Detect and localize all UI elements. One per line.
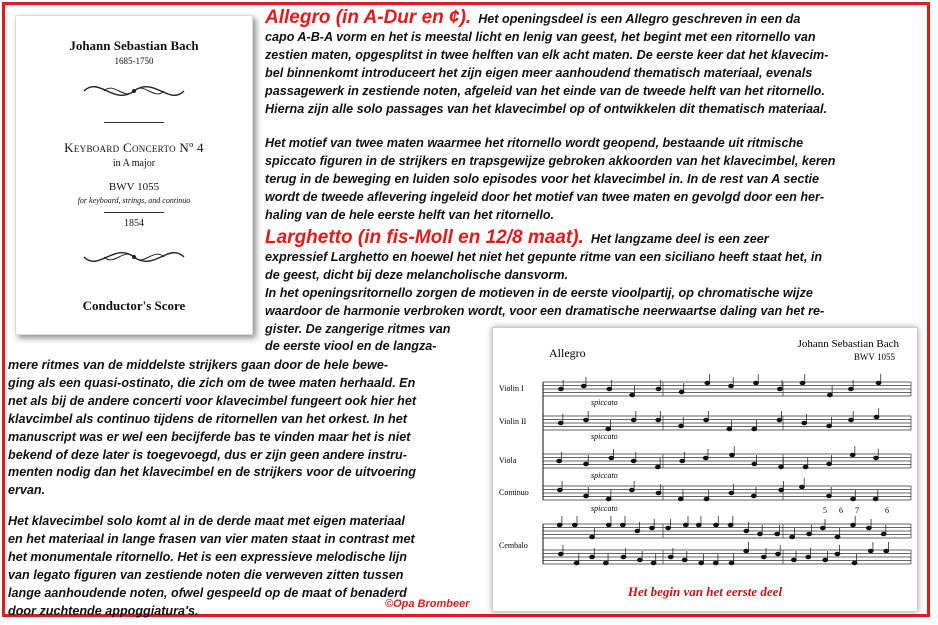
- note-head: [850, 453, 855, 456]
- note-head: [729, 491, 734, 494]
- sheet-tempo: Allegro: [549, 346, 586, 360]
- note-head: [827, 462, 832, 465]
- cembalo-paragraph: [8, 513, 415, 620]
- note-head: [800, 485, 805, 488]
- note-head: [776, 552, 781, 555]
- text-line: manuscript was er wel een becijferde bas te vinden maar het is niet: [8, 429, 411, 444]
- text-line: passagewerk in zestiende noten, afgeleid van het einde van de tweede helft van het ritornello.: [265, 83, 825, 98]
- note-head: [696, 523, 701, 526]
- note-head: [802, 421, 807, 424]
- text-line: klavcimbel als continuo tijdens de ritornellen van het orkest. In het: [8, 411, 407, 426]
- text-line: ervan.: [8, 483, 46, 498]
- cover-rule: [104, 212, 164, 213]
- note-head: [680, 459, 685, 462]
- note-head: [729, 384, 734, 387]
- note-head: [590, 555, 595, 558]
- ornament-top-icon: [74, 76, 194, 106]
- note-head: [728, 523, 733, 526]
- note-head: [851, 497, 856, 500]
- spiccato-mark: spiccato: [591, 504, 618, 513]
- cover-key: in A major: [112, 158, 156, 169]
- text-line: Het motief van twee maten waarmee het ritornello wordt geopend, bestaande uit ritmische: [265, 136, 804, 150]
- note-head: [881, 532, 886, 535]
- text-line: de geest, dicht bij deze melancholische dansvorm.: [265, 267, 569, 282]
- note-head: [683, 523, 688, 526]
- note-head: [558, 421, 563, 424]
- note-head: [607, 387, 612, 390]
- note-head: [751, 494, 756, 497]
- note-head: [849, 418, 854, 421]
- note-head: [752, 427, 757, 430]
- note-head: [559, 387, 564, 390]
- note-head: [631, 459, 636, 462]
- staff-label: Cembalo: [499, 541, 528, 550]
- text-line: haling van de hele eerste helft van het ritornello.: [265, 207, 555, 222]
- note-head: [827, 494, 832, 497]
- text-line: lange aanhoudende noten, ofwel gespeeld op de maat of benaderd: [8, 585, 407, 600]
- note-head: [703, 456, 708, 459]
- note-head: [777, 387, 782, 390]
- note-head: [800, 381, 805, 384]
- note-head: [807, 532, 812, 535]
- note-head: [557, 459, 562, 462]
- text-line: expressief Larghetto en hoewel het niet het gepunte ritme van een siciliano heeft staat het, in: [265, 249, 823, 264]
- text-line: waardoor de harmonie verbroken wordt, voor een dramatische neerwaartse daling van het re-: [265, 303, 825, 318]
- text-line: Het klavecimbel solo komt al in de derde maat met eigen materiaal: [8, 514, 405, 528]
- spiccato-mark: spiccato: [591, 432, 618, 441]
- note-head: [620, 523, 625, 526]
- note-head: [779, 465, 784, 468]
- note-head: [827, 424, 832, 427]
- cover-rule: [104, 122, 164, 123]
- note-head: [775, 532, 780, 535]
- note-head: [656, 418, 661, 421]
- note-head: [557, 488, 562, 491]
- note-head: [806, 555, 811, 558]
- text-line: Hierna zijn alle solo passages van het klavecimbel op of ontwikkelen dit thematisch materiaal.: [265, 101, 828, 116]
- note-head: [791, 558, 796, 561]
- note-head: [744, 529, 749, 532]
- figure-label: 5: [823, 506, 827, 515]
- staff-label: Viola: [499, 456, 517, 465]
- note-head: [727, 427, 732, 430]
- spiccato-mark: spiccato: [591, 471, 618, 480]
- figure-label: 7: [855, 506, 859, 515]
- note-head: [572, 523, 577, 526]
- note-head: [704, 418, 709, 421]
- note-head: [650, 526, 655, 529]
- note-head: [581, 384, 586, 387]
- text-line: bel binnenkomt introduceert het zijn eigen meer aanhoudend thematisch materiaal, evenals: [265, 65, 813, 80]
- text-line: menten nodig dan het klavecimbel en de strijkers voor de uitvoering: [8, 465, 416, 480]
- note-head: [874, 456, 879, 459]
- text-line: wordt de tweede aflevering ingeleid door het motief van twee maten en gevolgd door een her-: [265, 189, 825, 204]
- note-head: [679, 390, 684, 393]
- note-head: [754, 381, 759, 384]
- text-line: Het langzame deel is een zeer: [590, 232, 769, 246]
- ornament-bottom-icon: [74, 242, 194, 272]
- text-line: het monumentale ritornello. Het is een expressieve melodische lijn: [8, 549, 407, 564]
- note-head: [656, 491, 661, 494]
- note-head: [714, 523, 719, 526]
- note-head: [584, 494, 589, 497]
- note-head: [656, 387, 661, 390]
- note-head: [884, 549, 889, 552]
- note-head: [827, 393, 832, 396]
- note-head: [790, 535, 795, 538]
- staff-label: Violin II: [499, 417, 527, 426]
- figure-label: 6: [839, 506, 843, 515]
- note-head: [823, 558, 828, 561]
- allegro-paragraph: [265, 9, 828, 118]
- note-head: [635, 529, 640, 532]
- note-head: [557, 523, 562, 526]
- note-head: [584, 418, 589, 421]
- cover-catalog: BWV 1055: [108, 181, 160, 193]
- note-head: [758, 532, 763, 535]
- note-head: [868, 549, 873, 552]
- note-head: [679, 424, 684, 427]
- note-head: [852, 561, 857, 564]
- note-head: [873, 497, 878, 500]
- text-line: ging als een quasi-ostinato, die zich om de twee maten herhaald. En: [8, 375, 416, 390]
- note-head: [835, 535, 840, 538]
- note-head: [744, 549, 749, 552]
- text-line: capo A-B-A vorm en het is meestal licht en lenig van geest, het begint met een ritornello van: [265, 29, 816, 44]
- score-notation: [493, 328, 917, 578]
- note-head: [729, 561, 734, 564]
- allegro-paragraph-2: [265, 135, 835, 225]
- note-head: [699, 561, 704, 564]
- allegro-heading: Allegro (in A-Dur en ¢).: [265, 7, 472, 28]
- note-head: [590, 535, 595, 538]
- cover-subtitle: Conductor's Score: [82, 298, 186, 313]
- text-line: terug in de beweging en luiden solo episodes voor het klavecimbel in. In de rest van A sectie: [265, 171, 820, 186]
- cover-composer: Johann Sebastian Bach: [69, 38, 199, 53]
- figure-label: 6: [885, 506, 889, 515]
- text-line: zestien maten, opgesplitst in twee helften van elk acht maten. De eerste keer dat het klavecim-: [265, 47, 829, 62]
- note-head: [713, 561, 718, 564]
- note-head: [630, 393, 635, 396]
- text-line: door zuchtende appoggiatura's.: [8, 603, 199, 618]
- spiccato-mark: spiccato: [591, 398, 618, 407]
- note-head: [779, 488, 784, 491]
- text-line: van legato figuren van zestiende noten die verweven zitten tussen: [8, 567, 404, 582]
- note-head: [603, 561, 608, 564]
- larghetto-heading: Larghetto (in fis-Moll en 12/8 maat).: [265, 227, 584, 248]
- sheet-composer: Johann Sebastian Bach: [797, 338, 899, 350]
- sheet-music-image: [492, 327, 918, 612]
- text-line: mere ritmes van de middelste strijkers gaan door de hele bewe-: [8, 358, 389, 372]
- cover-instrumentation: for keyboard, strings, and continuo: [77, 196, 191, 205]
- note-head: [609, 456, 614, 459]
- text-line: gister. De zangerige ritmes van: [265, 321, 451, 336]
- note-head: [874, 415, 879, 418]
- cover-title: Keyboard Concerto Nº 4: [64, 140, 204, 155]
- text-line: spiccato figuren in de strijkers en trapsgewijze gebroken akkoorden van het klavecimbel, keren: [265, 153, 836, 168]
- note-head: [866, 526, 871, 529]
- note-head: [820, 526, 825, 529]
- note-head: [851, 523, 856, 526]
- note-head: [655, 465, 660, 468]
- note-head: [678, 497, 683, 500]
- note-head: [730, 453, 735, 456]
- note-head: [606, 523, 611, 526]
- note-head: [704, 497, 709, 500]
- note-head: [777, 418, 782, 421]
- note-head: [705, 381, 710, 384]
- text-line: In het openingsritornello zorgen de motieven in de eerste vioolpartij, op chromatische wijze: [265, 285, 813, 300]
- note-head: [621, 555, 626, 558]
- text-line: bekend of deze later is toegevoegd, dus er zijn geen andere instru-: [8, 447, 407, 462]
- cover-year: 1854: [124, 218, 144, 229]
- note-head: [606, 427, 611, 430]
- staff-label: Violin I: [499, 384, 524, 393]
- note-head: [629, 488, 634, 491]
- note-head: [651, 561, 656, 564]
- note-head: [631, 418, 636, 421]
- note-head: [668, 555, 673, 558]
- text-line: Het openingsdeel is een Allegro geschreven in een da: [478, 12, 801, 26]
- score-cover-image: [15, 15, 253, 335]
- note-head: [606, 497, 611, 500]
- note-head: [876, 381, 881, 384]
- text-line: net als bij de andere concerti voor klavecimbel fungeert ook hier het: [8, 393, 417, 408]
- cover-years: 1685-1750: [114, 56, 154, 66]
- note-head: [666, 526, 671, 529]
- copyright-label: ©Opa Brombeer: [385, 598, 470, 610]
- note-head: [803, 465, 808, 468]
- larghetto-paragraph-cont: [8, 357, 416, 500]
- note-head: [752, 462, 757, 465]
- note-head: [637, 558, 642, 561]
- note-head: [558, 552, 563, 555]
- note-head: [761, 555, 766, 558]
- sheet-catalog: BWV 1055: [853, 352, 895, 362]
- note-head: [849, 387, 854, 390]
- note-head: [574, 561, 579, 564]
- note-head: [835, 552, 840, 555]
- staff-label: Continuo: [499, 488, 529, 497]
- text-line: de eerste viool en de langza-: [265, 339, 437, 354]
- text-line: en het materiaal in lange frasen van vier maten staat in contrast met: [8, 531, 415, 546]
- sheet-caption: Het begin van het eerste deel: [627, 584, 783, 599]
- note-head: [682, 558, 687, 561]
- note-head: [584, 462, 589, 465]
